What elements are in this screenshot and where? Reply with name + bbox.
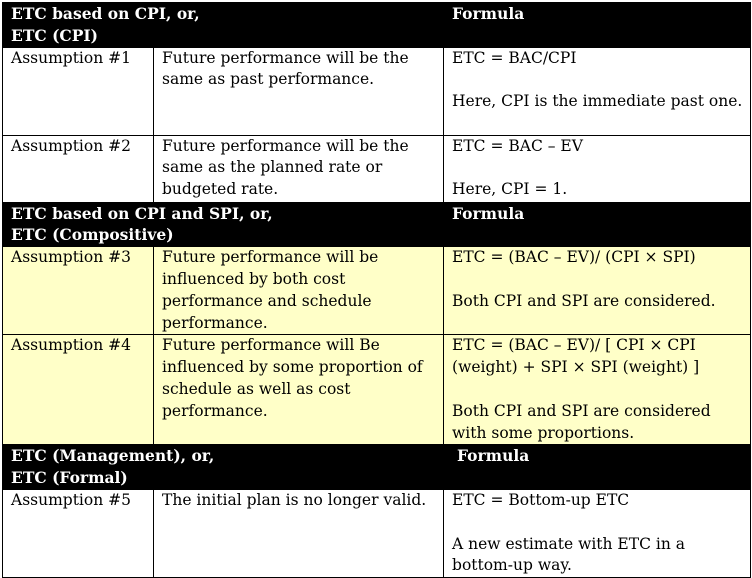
assumption-label: Assumption #5	[11, 490, 131, 509]
section-header-management	[3, 445, 751, 490]
table-row	[3, 335, 751, 445]
assumption-cell	[3, 135, 154, 202]
table-row	[3, 135, 751, 202]
formula-text: ETC = BAC/CPI	[452, 48, 577, 67]
formula-note: Both CPI and SPI are considered with some proportions.	[452, 401, 711, 442]
section-header-compositive	[3, 202, 751, 247]
section-title-cell	[3, 3, 444, 48]
formula-header-cell	[444, 202, 751, 247]
section-header-cpi	[3, 3, 751, 48]
table-row	[3, 489, 751, 577]
assumption-description: Future performance will be influenced by both cost performance and schedule performance.	[162, 248, 379, 332]
formula-text: ETC = (BAC – EV)/ [ CPI × CPI (weight) + SPI × SPI (weight) ]	[452, 336, 700, 377]
etc-assumptions-table	[2, 2, 751, 578]
section-title-line2: ETC (CPI)	[11, 25, 98, 45]
formula-text: ETC = (BAC – EV)/ (CPI × SPI)	[452, 248, 696, 267]
formula-cell	[444, 47, 751, 135]
assumption-description: Future performance will Be influenced by some proportion of schedule as well as cost performance.	[162, 336, 423, 420]
section-title-cell	[3, 202, 444, 247]
table-row	[3, 47, 751, 135]
formula-cell	[444, 335, 751, 445]
formula-cell	[444, 135, 751, 202]
section-title-line1: ETC (Management), or,	[11, 446, 215, 466]
assumption-label: Assumption #2	[11, 136, 131, 155]
description-cell	[154, 335, 444, 445]
assumption-cell	[3, 335, 154, 445]
assumption-cell	[3, 489, 154, 577]
assumption-cell	[3, 247, 154, 335]
assumption-description: Future performance will be the same as the planned rate or budgeted rate.	[162, 136, 409, 199]
formula-note: Here, CPI = 1.	[452, 180, 568, 199]
formula-note: Both CPI and SPI are considered.	[452, 291, 716, 310]
assumption-label: Assumption #1	[11, 48, 131, 67]
formula-note: A new estimate with ETC in a bottom-up way.	[452, 534, 685, 575]
formula-header-cell	[444, 3, 751, 48]
formula-header-cell	[444, 445, 751, 490]
formula-header: Formula	[457, 446, 530, 466]
formula-cell	[444, 247, 751, 335]
formula-note: Here, CPI is the immediate past one.	[452, 92, 743, 111]
formula-cell	[444, 489, 751, 577]
formula-text: ETC = BAC – EV	[452, 136, 583, 155]
assumption-description: Future performance will be the same as past performance.	[162, 48, 409, 89]
assumption-cell	[3, 47, 154, 135]
assumption-description: The initial plan is no longer valid.	[162, 490, 427, 509]
section-title-line2: ETC (Compositive)	[11, 225, 174, 245]
formula-header: Formula	[452, 4, 525, 23]
assumption-label: Assumption #4	[11, 336, 131, 355]
section-title-line1: ETC based on CPI, or,	[11, 4, 200, 23]
description-cell	[154, 489, 444, 577]
formula-header: Formula	[452, 203, 525, 223]
section-title-line1: ETC based on CPI and SPI, or,	[11, 203, 273, 223]
section-title-line2: ETC (Formal)	[11, 468, 128, 488]
description-cell	[154, 247, 444, 335]
description-cell	[154, 47, 444, 135]
section-title-cell	[3, 445, 444, 490]
table-row	[3, 247, 751, 335]
assumption-label: Assumption #3	[11, 248, 131, 267]
formula-text: ETC = Bottom-up ETC	[452, 490, 630, 509]
description-cell	[154, 135, 444, 202]
